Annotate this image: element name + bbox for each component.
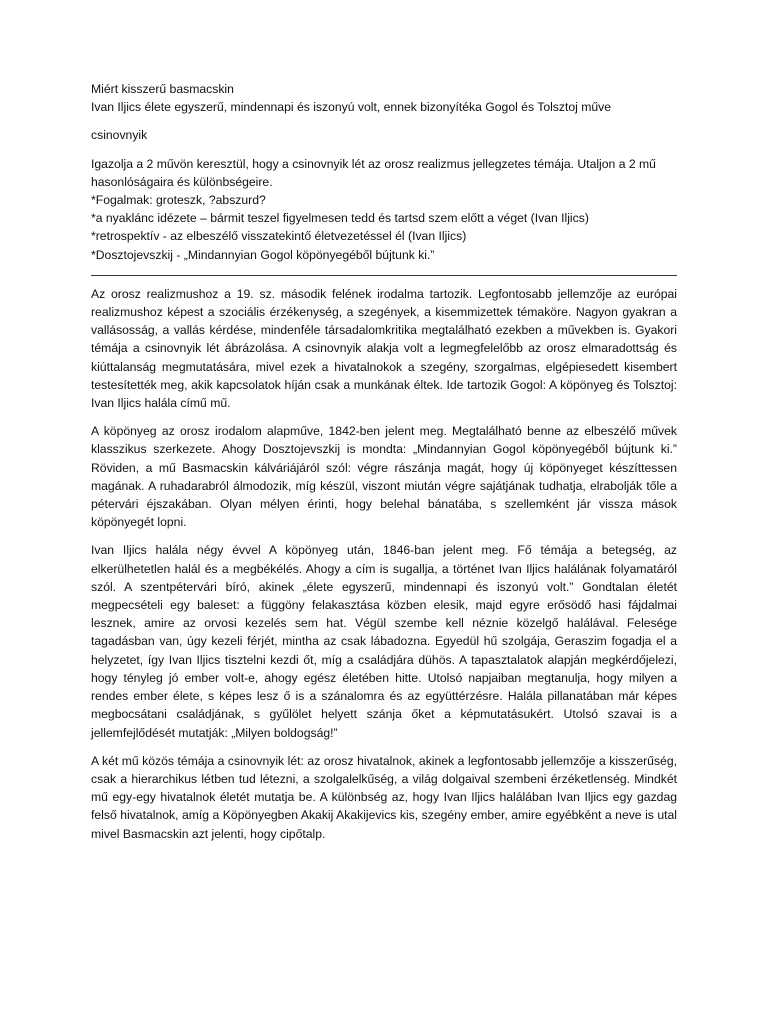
task-line: *Fogalmak: groteszk, ?abszurd? bbox=[91, 193, 266, 208]
task-line: Igazolja a 2 művön keresztül, hogy a csinovnyik lét az orosz realizmus jellegzetes témája. Utaljon a 2 mű hasonlóságaira és különbségeire. bbox=[91, 156, 656, 189]
essay-body bbox=[91, 285, 677, 843]
task-line: *retrospektív - az elbeszélő visszatekintő életvezetéssel él (Ivan Iljics) bbox=[91, 229, 467, 244]
task-line: *Dosztojevszkij - „Mindannyian Gogol köpönyegéből bújtunk ki.” bbox=[91, 247, 435, 262]
essay-paragraph: Az orosz realizmushoz a 19. sz. második felének irodalma tartozik. Legfontosabb jellemzője az európai realizmushoz képest a szociális érzékenység, a szegények, a kisemmizettek témaköre. Nagyon gyakran a vallásosság, a vallás kérdése, mindenféle társadalomkritika megtalálható ezekben a művekben is. Gyakori témája a csinovnyik lét ábrázolása. A csinovnyik alakja volt a legmegfelelőbb az orosz elmaradottság és kiúttalanság megmutatására, mivel ezek a hivatalnokok a szegény, szorgalmas, elgépiesedett kisembert testesítették meg, akik kapcsolatok híján csak a munkának éltek. Ide tartozik Gogol: A köpönyeg és Tolsztoj: Ivan Iljics halála című mű. bbox=[91, 286, 677, 411]
essay-paragraph: A köpönyeg az orosz irodalom alapműve, 1842-ben jelent meg. Megtalálható benne az elbeszélő művek klasszikus szerkezete. Ahogy Dosztojevszkij is mondta: „Mindannyian Gogol köpönyegéből bújtunk ki.” Röviden, a mű Basmacskin kálváriájáról szól: végre rászánja magát, hogy új köpönyeget készíttessen magának. A ruhadarabról álmodozik, míg készül, viszont miután végre sajátjának tudhatja, elrabolják tőle a pétervári éjszakában. Olyan mélyen érinti, hogy belehal bánatába, s szellemként jár vissza mások köpönyegét lopni. bbox=[91, 424, 677, 530]
essay-paragraph: Ivan Iljics halála négy évvel A köpönyeg után, 1846-ban jelent meg. Fő témája a betegség, az elkerülhetetlen halál és a megbékélés. Ahogy a cím is sugallja, a történet Ivan Iljics halálának folyamatáról szól. A szentpétervári bíró, akinek „élete egyszerű, mindennapi és iszonyú volt.” Gondtalan életét megpecsételi egy baleset: a függöny felakasztása közben elesik, majd egyre erősödő hasi fájdalmai lesznek, amire az orvosi kezelés sem hat. Végül szembe kell néznie közelgő halálával. Felesége tagadásban van, úgy kezeli férjét, mintha az csak lábadozna. Egyedül hű szolgája, Geraszim fogadja el a helyzetet, így Ivan Iljics tisztelni kezdi őt, míg a családjára dühös. A tapasztalatok alapján megkérdőjelezi, hogy tényleg jó ember volt-e, ahogy egész életében hitte. Utolsó napjaiban megtanulja, hogy milyen a rendes ember élete, s képes lesz ő is a szánalomra és az együttérzésre. Halála pillanatában már képes megbocsátani családjának, s gyűlölet helyett szánja őket a képmutatásukért. Utolsó szavai is a jellemfejlődését mutatják: „Milyen boldogság!” bbox=[91, 543, 677, 740]
document-title: Miért kisszerű basmacskin bbox=[91, 82, 234, 96]
essay-paragraph: A két mű közös témája a csinovnyik lét: az orosz hivatalnok, akinek a legfontosabb jellemzője a kisszerűség, csak a hierarchikus létben tud létezni, a szolgalelkűség, a világ dolgaival szembeni érzéketlenség. Mindkét mű egy-egy hivatalnok életét mutatja be. A különbség az, hogy Ivan Iljics halálában Ivan Iljics egy gazdag felső hivatalnok, amíg a Köpönyegben Akakij Akakijevics kis, szegény ember, amire egyébként a neve is utal mivel Basmacskin azt jelenti, hogy cipőtalp. bbox=[91, 753, 677, 841]
task-block bbox=[91, 155, 677, 264]
section-divider bbox=[91, 275, 677, 276]
document-topic: csinovnyik bbox=[91, 128, 148, 143]
task-line: *a nyaklánc idézete – bármit teszel figyelmesen tedd és tartsd szem előtt a véget (Ivan Iljics) bbox=[91, 211, 589, 226]
document-subtitle: Ivan Iljics élete egyszerű, mindennapi és iszonyú volt, ennek bizonyítéka Gogol és Tolsztoj műve bbox=[91, 100, 612, 115]
document-page bbox=[91, 80, 677, 853]
document-header bbox=[91, 80, 677, 145]
